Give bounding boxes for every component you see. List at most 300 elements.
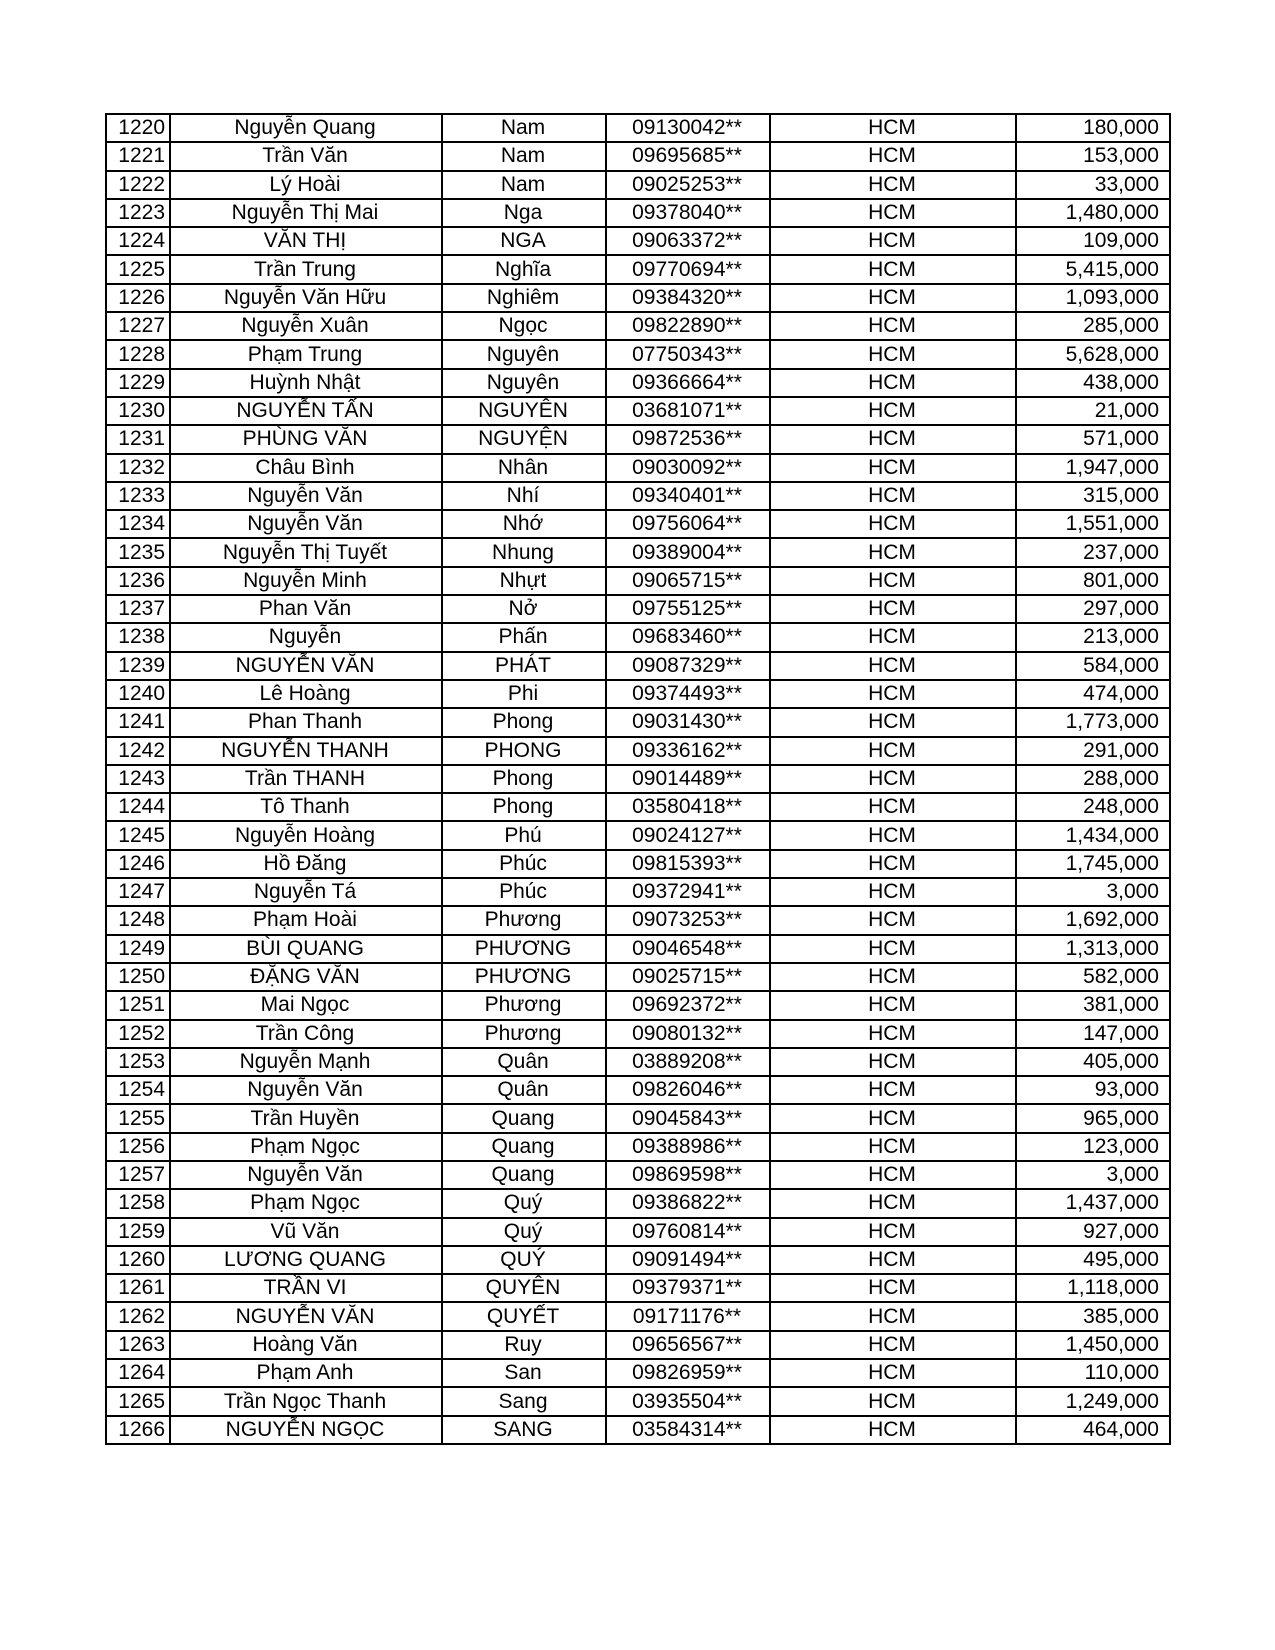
table-row (106, 340, 1170, 368)
phone-cell: 09080132** (606, 1020, 770, 1048)
table-row (106, 510, 1170, 538)
phone-cell: 03889208** (606, 1048, 770, 1076)
table-row (106, 114, 1170, 142)
table-row (106, 737, 1170, 765)
phone-cell: 03580418** (606, 793, 770, 821)
amount-cell: 495,000 (1016, 1246, 1170, 1274)
last-name-cell: Trần Huyền (170, 1104, 442, 1132)
table-row (106, 1161, 1170, 1189)
table-row (106, 652, 1170, 680)
first-name-cell: Quân (442, 1048, 606, 1076)
table-row (106, 171, 1170, 199)
last-name-cell: Hồ Đăng (170, 850, 442, 878)
row-number-cell: 1264 (106, 1359, 170, 1387)
phone-cell: 09379371** (606, 1274, 770, 1302)
city-cell: HCM (770, 821, 1016, 849)
phone-cell: 09025253** (606, 171, 770, 199)
table-row (106, 1189, 1170, 1217)
city-cell: HCM (770, 1218, 1016, 1246)
amount-cell: 153,000 (1016, 142, 1170, 170)
row-number-cell: 1261 (106, 1274, 170, 1302)
phone-cell: 03935504** (606, 1387, 770, 1415)
phone-cell: 09063372** (606, 227, 770, 255)
phone-cell: 09024127** (606, 821, 770, 849)
city-cell: HCM (770, 935, 1016, 963)
city-cell: HCM (770, 284, 1016, 312)
first-name-cell: Nam (442, 142, 606, 170)
row-number-cell: 1246 (106, 850, 170, 878)
table-row (106, 538, 1170, 566)
amount-cell: 180,000 (1016, 114, 1170, 142)
table-row (106, 935, 1170, 963)
phone-cell: 09826959** (606, 1359, 770, 1387)
last-name-cell: Nguyễn (170, 623, 442, 651)
last-name-cell: Tô Thanh (170, 793, 442, 821)
first-name-cell: QUYẾT (442, 1302, 606, 1330)
phone-cell: 09760814** (606, 1218, 770, 1246)
city-cell: HCM (770, 1387, 1016, 1415)
phone-cell: 09065715** (606, 567, 770, 595)
last-name-cell: Nguyễn Văn (170, 482, 442, 510)
table-row (106, 1076, 1170, 1104)
table-row (106, 878, 1170, 906)
last-name-cell: Nguyễn Văn (170, 510, 442, 538)
phone-cell: 09756064** (606, 510, 770, 538)
amount-cell: 405,000 (1016, 1048, 1170, 1076)
last-name-cell: NGUYỄN VĂN (170, 652, 442, 680)
last-name-cell: Phạm Anh (170, 1359, 442, 1387)
first-name-cell: SANG (442, 1416, 606, 1444)
row-number-cell: 1233 (106, 482, 170, 510)
row-number-cell: 1245 (106, 821, 170, 849)
table-row (106, 963, 1170, 991)
table-row (106, 1246, 1170, 1274)
first-name-cell: Ruy (442, 1331, 606, 1359)
table-row (106, 1416, 1170, 1444)
row-number-cell: 1247 (106, 878, 170, 906)
row-number-cell: 1221 (106, 142, 170, 170)
city-cell: HCM (770, 425, 1016, 453)
row-number-cell: 1265 (106, 1387, 170, 1415)
amount-cell: 123,000 (1016, 1133, 1170, 1161)
last-name-cell: Lê Hoàng (170, 680, 442, 708)
first-name-cell: PHONG (442, 737, 606, 765)
table-row (106, 1048, 1170, 1076)
city-cell: HCM (770, 737, 1016, 765)
city-cell: HCM (770, 538, 1016, 566)
city-cell: HCM (770, 793, 1016, 821)
first-name-cell: NGA (442, 227, 606, 255)
last-name-cell: Phan Thanh (170, 708, 442, 736)
amount-cell: 297,000 (1016, 595, 1170, 623)
table-row (106, 850, 1170, 878)
amount-cell: 1,434,000 (1016, 821, 1170, 849)
last-name-cell: VĂN THỊ (170, 227, 442, 255)
table-row (106, 1274, 1170, 1302)
phone-cell: 09340401** (606, 482, 770, 510)
amount-cell: 927,000 (1016, 1218, 1170, 1246)
city-cell: HCM (770, 312, 1016, 340)
first-name-cell: Nghiêm (442, 284, 606, 312)
phone-cell: 09130042** (606, 114, 770, 142)
table-row (106, 1331, 1170, 1359)
city-cell: HCM (770, 1246, 1016, 1274)
amount-cell: 1,118,000 (1016, 1274, 1170, 1302)
row-number-cell: 1257 (106, 1161, 170, 1189)
table-row (106, 1359, 1170, 1387)
row-number-cell: 1252 (106, 1020, 170, 1048)
phone-cell: 09046548** (606, 935, 770, 963)
table-row (106, 142, 1170, 170)
last-name-cell: BÙI QUANG (170, 935, 442, 963)
city-cell: HCM (770, 567, 1016, 595)
phone-cell: 09695685** (606, 142, 770, 170)
city-cell: HCM (770, 1133, 1016, 1161)
phone-cell: 09087329** (606, 652, 770, 680)
amount-cell: 21,000 (1016, 397, 1170, 425)
row-number-cell: 1226 (106, 284, 170, 312)
table-row (106, 1387, 1170, 1415)
city-cell: HCM (770, 1274, 1016, 1302)
winners-table (105, 113, 1171, 1445)
row-number-cell: 1229 (106, 369, 170, 397)
phone-cell: 09372941** (606, 878, 770, 906)
last-name-cell: Nguyễn Quang (170, 114, 442, 142)
first-name-cell: Phúc (442, 878, 606, 906)
last-name-cell: NGUYỄN THANH (170, 737, 442, 765)
amount-cell: 285,000 (1016, 312, 1170, 340)
city-cell: HCM (770, 369, 1016, 397)
first-name-cell: Phương (442, 906, 606, 934)
phone-cell: 09091494** (606, 1246, 770, 1274)
last-name-cell: Hoàng Văn (170, 1331, 442, 1359)
city-cell: HCM (770, 765, 1016, 793)
last-name-cell: Nguyễn Minh (170, 567, 442, 595)
phone-cell: 09025715** (606, 963, 770, 991)
amount-cell: 147,000 (1016, 1020, 1170, 1048)
row-number-cell: 1228 (106, 340, 170, 368)
first-name-cell: Quang (442, 1161, 606, 1189)
row-number-cell: 1258 (106, 1189, 170, 1217)
first-name-cell: Nghĩa (442, 255, 606, 283)
table-row (106, 397, 1170, 425)
last-name-cell: Phạm Ngọc (170, 1189, 442, 1217)
last-name-cell: Huỳnh Nhật (170, 369, 442, 397)
amount-cell: 93,000 (1016, 1076, 1170, 1104)
last-name-cell: Trần Công (170, 1020, 442, 1048)
table-body (106, 114, 1170, 1444)
phone-cell: 09014489** (606, 765, 770, 793)
first-name-cell: Quang (442, 1133, 606, 1161)
last-name-cell: Nguyễn Mạnh (170, 1048, 442, 1076)
last-name-cell: NGUYỄN TẤN (170, 397, 442, 425)
city-cell: HCM (770, 1189, 1016, 1217)
city-cell: HCM (770, 1331, 1016, 1359)
first-name-cell: Nguyên (442, 340, 606, 368)
first-name-cell: Nam (442, 171, 606, 199)
table-row (106, 1133, 1170, 1161)
city-cell: HCM (770, 1020, 1016, 1048)
phone-cell: 09869598** (606, 1161, 770, 1189)
table-row (106, 821, 1170, 849)
amount-cell: 237,000 (1016, 538, 1170, 566)
table-row (106, 1302, 1170, 1330)
amount-cell: 464,000 (1016, 1416, 1170, 1444)
row-number-cell: 1244 (106, 793, 170, 821)
last-name-cell: Nguyễn Văn (170, 1161, 442, 1189)
amount-cell: 582,000 (1016, 963, 1170, 991)
amount-cell: 385,000 (1016, 1302, 1170, 1330)
table-row (106, 227, 1170, 255)
row-number-cell: 1222 (106, 171, 170, 199)
first-name-cell: Nhớ (442, 510, 606, 538)
table-row (106, 991, 1170, 1019)
row-number-cell: 1251 (106, 991, 170, 1019)
city-cell: HCM (770, 1161, 1016, 1189)
amount-cell: 1,745,000 (1016, 850, 1170, 878)
last-name-cell: Châu Bình (170, 454, 442, 482)
row-number-cell: 1235 (106, 538, 170, 566)
last-name-cell: Nguyễn Xuân (170, 312, 442, 340)
amount-cell: 1,249,000 (1016, 1387, 1170, 1415)
phone-cell: 09822890** (606, 312, 770, 340)
city-cell: HCM (770, 199, 1016, 227)
winners-list-sheet (105, 113, 1169, 1445)
last-name-cell: Nguyễn Văn Hữu (170, 284, 442, 312)
amount-cell: 3,000 (1016, 1161, 1170, 1189)
first-name-cell: QUYÊN (442, 1274, 606, 1302)
table-row (106, 765, 1170, 793)
first-name-cell: Phương (442, 991, 606, 1019)
city-cell: HCM (770, 397, 1016, 425)
first-name-cell: Phong (442, 793, 606, 821)
last-name-cell: ĐẶNG VĂN (170, 963, 442, 991)
row-number-cell: 1243 (106, 765, 170, 793)
amount-cell: 1,450,000 (1016, 1331, 1170, 1359)
amount-cell: 801,000 (1016, 567, 1170, 595)
city-cell: HCM (770, 963, 1016, 991)
first-name-cell: Quang (442, 1104, 606, 1132)
phone-cell: 09389004** (606, 538, 770, 566)
city-cell: HCM (770, 482, 1016, 510)
last-name-cell: Trần Văn (170, 142, 442, 170)
row-number-cell: 1236 (106, 567, 170, 595)
amount-cell: 381,000 (1016, 991, 1170, 1019)
first-name-cell: Phong (442, 708, 606, 736)
table-row (106, 906, 1170, 934)
phone-cell: 09826046** (606, 1076, 770, 1104)
phone-cell: 09656567** (606, 1331, 770, 1359)
row-number-cell: 1263 (106, 1331, 170, 1359)
city-cell: HCM (770, 255, 1016, 283)
phone-cell: 09031430** (606, 708, 770, 736)
row-number-cell: 1260 (106, 1246, 170, 1274)
city-cell: HCM (770, 340, 1016, 368)
first-name-cell: QUÝ (442, 1246, 606, 1274)
first-name-cell: PHÁT (442, 652, 606, 680)
row-number-cell: 1239 (106, 652, 170, 680)
last-name-cell: TRẦN VI (170, 1274, 442, 1302)
city-cell: HCM (770, 595, 1016, 623)
last-name-cell: Nguyễn Văn (170, 1076, 442, 1104)
phone-cell: 09388986** (606, 1133, 770, 1161)
amount-cell: 291,000 (1016, 737, 1170, 765)
city-cell: HCM (770, 1359, 1016, 1387)
row-number-cell: 1256 (106, 1133, 170, 1161)
phone-cell: 09815393** (606, 850, 770, 878)
phone-cell: 09872536** (606, 425, 770, 453)
last-name-cell: PHÙNG VĂN (170, 425, 442, 453)
first-name-cell: Nga (442, 199, 606, 227)
amount-cell: 33,000 (1016, 171, 1170, 199)
row-number-cell: 1241 (106, 708, 170, 736)
first-name-cell: Nhung (442, 538, 606, 566)
amount-cell: 3,000 (1016, 878, 1170, 906)
last-name-cell: Phan Văn (170, 595, 442, 623)
amount-cell: 438,000 (1016, 369, 1170, 397)
row-number-cell: 1266 (106, 1416, 170, 1444)
amount-cell: 315,000 (1016, 482, 1170, 510)
row-number-cell: 1237 (106, 595, 170, 623)
phone-cell: 09683460** (606, 623, 770, 651)
phone-cell: 03584314** (606, 1416, 770, 1444)
table-row (106, 1104, 1170, 1132)
last-name-cell: NGUYỄN NGỌC (170, 1416, 442, 1444)
row-number-cell: 1248 (106, 906, 170, 934)
phone-cell: 09384320** (606, 284, 770, 312)
row-number-cell: 1232 (106, 454, 170, 482)
row-number-cell: 1230 (106, 397, 170, 425)
city-cell: HCM (770, 878, 1016, 906)
amount-cell: 1,437,000 (1016, 1189, 1170, 1217)
table-row (106, 369, 1170, 397)
amount-cell: 109,000 (1016, 227, 1170, 255)
last-name-cell: Mai Ngọc (170, 991, 442, 1019)
last-name-cell: Phạm Hoài (170, 906, 442, 934)
row-number-cell: 1242 (106, 737, 170, 765)
amount-cell: 584,000 (1016, 652, 1170, 680)
phone-cell: 09692372** (606, 991, 770, 1019)
last-name-cell: Trần Trung (170, 255, 442, 283)
table-row (106, 312, 1170, 340)
amount-cell: 288,000 (1016, 765, 1170, 793)
phone-cell: 09378040** (606, 199, 770, 227)
row-number-cell: 1231 (106, 425, 170, 453)
phone-cell: 09336162** (606, 737, 770, 765)
first-name-cell: Sang (442, 1387, 606, 1415)
amount-cell: 5,415,000 (1016, 255, 1170, 283)
last-name-cell: Nguyễn Tá (170, 878, 442, 906)
last-name-cell: Nguyễn Thị Tuyết (170, 538, 442, 566)
first-name-cell: Ngọc (442, 312, 606, 340)
table-row (106, 284, 1170, 312)
row-number-cell: 1238 (106, 623, 170, 651)
row-number-cell: 1255 (106, 1104, 170, 1132)
first-name-cell: PHƯƠNG (442, 963, 606, 991)
last-name-cell: Phạm Ngọc (170, 1133, 442, 1161)
phone-cell: 03681071** (606, 397, 770, 425)
phone-cell: 09374493** (606, 680, 770, 708)
first-name-cell: Nhựt (442, 567, 606, 595)
table-row (106, 595, 1170, 623)
table-row (106, 1218, 1170, 1246)
first-name-cell: Phú (442, 821, 606, 849)
city-cell: HCM (770, 171, 1016, 199)
amount-cell: 1,692,000 (1016, 906, 1170, 934)
amount-cell: 1,773,000 (1016, 708, 1170, 736)
table-row (106, 199, 1170, 227)
city-cell: HCM (770, 1076, 1016, 1104)
city-cell: HCM (770, 510, 1016, 538)
row-number-cell: 1223 (106, 199, 170, 227)
first-name-cell: Quý (442, 1189, 606, 1217)
first-name-cell: Quân (442, 1076, 606, 1104)
amount-cell: 571,000 (1016, 425, 1170, 453)
last-name-cell: NGUYỄN VĂN (170, 1302, 442, 1330)
last-name-cell: Vũ Văn (170, 1218, 442, 1246)
first-name-cell: Phấn (442, 623, 606, 651)
first-name-cell: Phong (442, 765, 606, 793)
amount-cell: 1,551,000 (1016, 510, 1170, 538)
first-name-cell: Nam (442, 114, 606, 142)
table-row (106, 482, 1170, 510)
first-name-cell: NGUYÊN (442, 397, 606, 425)
city-cell: HCM (770, 142, 1016, 170)
row-number-cell: 1259 (106, 1218, 170, 1246)
amount-cell: 110,000 (1016, 1359, 1170, 1387)
row-number-cell: 1224 (106, 227, 170, 255)
row-number-cell: 1227 (106, 312, 170, 340)
city-cell: HCM (770, 708, 1016, 736)
last-name-cell: Phạm Trung (170, 340, 442, 368)
city-cell: HCM (770, 680, 1016, 708)
row-number-cell: 1254 (106, 1076, 170, 1104)
table-row (106, 623, 1170, 651)
table-row (106, 255, 1170, 283)
first-name-cell: Phương (442, 1020, 606, 1048)
city-cell: HCM (770, 1416, 1016, 1444)
last-name-cell: Trần THANH (170, 765, 442, 793)
phone-cell: 09073253** (606, 906, 770, 934)
amount-cell: 1,313,000 (1016, 935, 1170, 963)
phone-cell: 09030092** (606, 454, 770, 482)
table-row (106, 793, 1170, 821)
last-name-cell: Lý Hoài (170, 171, 442, 199)
amount-cell: 213,000 (1016, 623, 1170, 651)
city-cell: HCM (770, 1104, 1016, 1132)
city-cell: HCM (770, 850, 1016, 878)
row-number-cell: 1253 (106, 1048, 170, 1076)
phone-cell: 09755125** (606, 595, 770, 623)
row-number-cell: 1240 (106, 680, 170, 708)
first-name-cell: Nguyên (442, 369, 606, 397)
amount-cell: 248,000 (1016, 793, 1170, 821)
first-name-cell: San (442, 1359, 606, 1387)
row-number-cell: 1249 (106, 935, 170, 963)
table-row (106, 680, 1170, 708)
table-row (106, 1020, 1170, 1048)
city-cell: HCM (770, 227, 1016, 255)
amount-cell: 1,093,000 (1016, 284, 1170, 312)
amount-cell: 965,000 (1016, 1104, 1170, 1132)
row-number-cell: 1234 (106, 510, 170, 538)
first-name-cell: PHƯƠNG (442, 935, 606, 963)
city-cell: HCM (770, 652, 1016, 680)
city-cell: HCM (770, 114, 1016, 142)
amount-cell: 1,947,000 (1016, 454, 1170, 482)
city-cell: HCM (770, 991, 1016, 1019)
last-name-cell: LƯƠNG QUANG (170, 1246, 442, 1274)
